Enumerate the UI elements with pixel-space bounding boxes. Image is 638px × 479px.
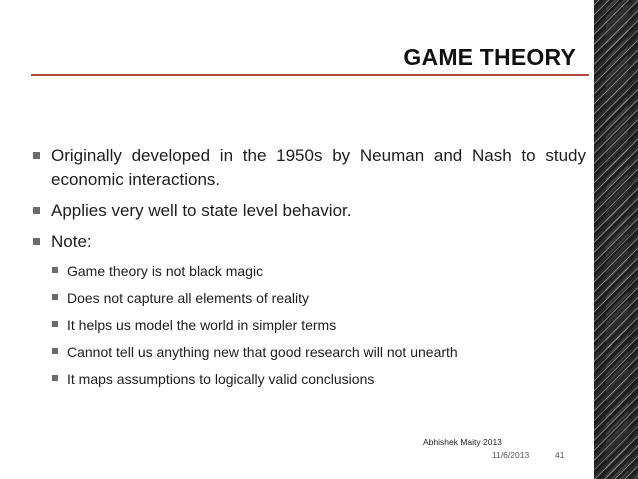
slide-title: GAME THEORY [403, 44, 576, 70]
slide-content [31, 144, 586, 397]
square-bullet-icon [33, 207, 40, 214]
bullet-item [31, 230, 586, 254]
sub-bullet-item [31, 316, 586, 334]
square-bullet-icon [52, 375, 58, 381]
bullet-text: Note: [51, 232, 92, 251]
decorative-stripe-highlight [606, 0, 628, 479]
square-bullet-icon [52, 321, 58, 327]
square-bullet-icon [52, 348, 58, 354]
sub-bullet-text: Game theory is not black magic [67, 263, 264, 279]
footer-date: 11/6/2013 [492, 450, 530, 460]
sub-bullet-item [31, 289, 586, 307]
sub-bullet-text: It helps us model the world in simpler terms [67, 317, 337, 333]
square-bullet-icon [33, 238, 40, 245]
sub-bullet-item [31, 343, 586, 361]
bullet-item [31, 144, 586, 192]
sub-bullet-item [31, 370, 586, 388]
title-underline [31, 74, 589, 76]
footer-author: Abhishek Maity 2013 [423, 437, 502, 447]
bullet-text: Originally developed in the 1950s by Neuman and Nash to study economic interactions. [51, 146, 586, 189]
sub-bullet-item [31, 262, 586, 280]
square-bullet-icon [33, 152, 40, 159]
square-bullet-icon [52, 267, 58, 273]
bullet-item [31, 199, 586, 223]
sub-bullet-text: Does not capture all elements of reality [67, 290, 310, 306]
sub-bullet-text: It maps assumptions to logically valid conclusions [67, 371, 375, 387]
square-bullet-icon [52, 294, 58, 300]
bullet-text: Applies very well to state level behavior. [51, 201, 352, 220]
sub-bullet-text: Cannot tell us anything new that good research will not unearth [67, 344, 458, 360]
footer-page-number: 41 [555, 450, 565, 460]
